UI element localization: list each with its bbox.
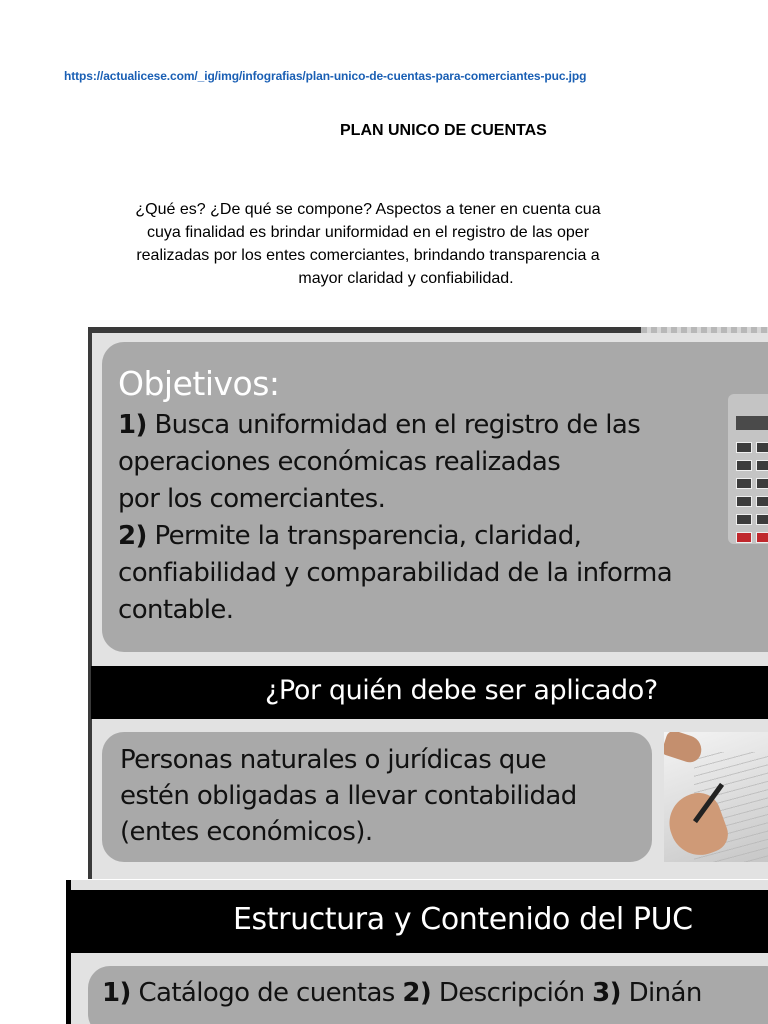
objetivo-text: confiabilidad y comparabilidad de la informa [118,558,673,588]
objetivo-text: contable. [118,595,234,625]
intro-line: ¿Qué es? ¿De qué se compone? Aspectos a tener en cuenta cua [135,201,601,218]
panel-top-border-texture [641,327,768,333]
aplicado-heading-bar [91,666,768,719]
estructura-heading-bar [71,890,768,953]
objetivos-text [118,407,768,629]
objetivo-text: por los comerciantes. [118,484,386,514]
intro-paragraph [62,198,674,290]
objetivo-number: 2) [118,521,147,551]
estructura-number: 3) [592,978,621,1008]
aplicado-text [120,742,577,850]
source-url-link[interactable]: https://actualicese.com/_ig/img/infografias/plan-unico-de-cuentas-para-comerciantes-puc.jpg [64,69,587,83]
intro-line: mayor claridad y confiabilidad. [298,270,514,287]
estructura-number: 1) [102,978,131,1008]
infographic-panel-objetivos [88,327,768,879]
objetivo-number: 1) [118,410,147,440]
aplicado-line: estén obligadas a llevar contabilidad [120,781,577,811]
aplicado-line: Personas naturales o jurídicas que [120,745,546,775]
hand-writing-photo [664,732,768,862]
objetivo-text: operaciones económicas realizadas [118,447,561,477]
estructura-item: Descripción [431,978,593,1008]
intro-line: realizadas por los entes comerciantes, brindando transparencia a [136,247,600,264]
intro-line: cuya finalidad es brindar uniformidad en el registro de las oper [146,224,590,241]
aplicado-heading: ¿Por quién debe ser aplicado? [265,675,658,706]
objetivos-heading: Objetivos: [118,364,280,403]
panel-left-border [88,333,92,879]
infographic-panel-estructura [66,880,768,1024]
panel-top-border [88,327,641,333]
estructura-number: 2) [402,978,432,1008]
estructura-item: Dinán [620,978,702,1008]
objetivo-text: Busca uniformidad en el registro de las [146,410,641,440]
objetivo-text: Permite la transparencia, claridad, [146,521,582,551]
document-title: PLAN UNICO DE CUENTAS [340,122,547,139]
estructura-heading: Estructura y Contenido del PUC [233,902,693,937]
estructura-item: Catálogo de cuentas [130,978,403,1008]
estructura-text [102,978,702,1008]
aplicado-line: (entes económicos). [120,817,373,847]
